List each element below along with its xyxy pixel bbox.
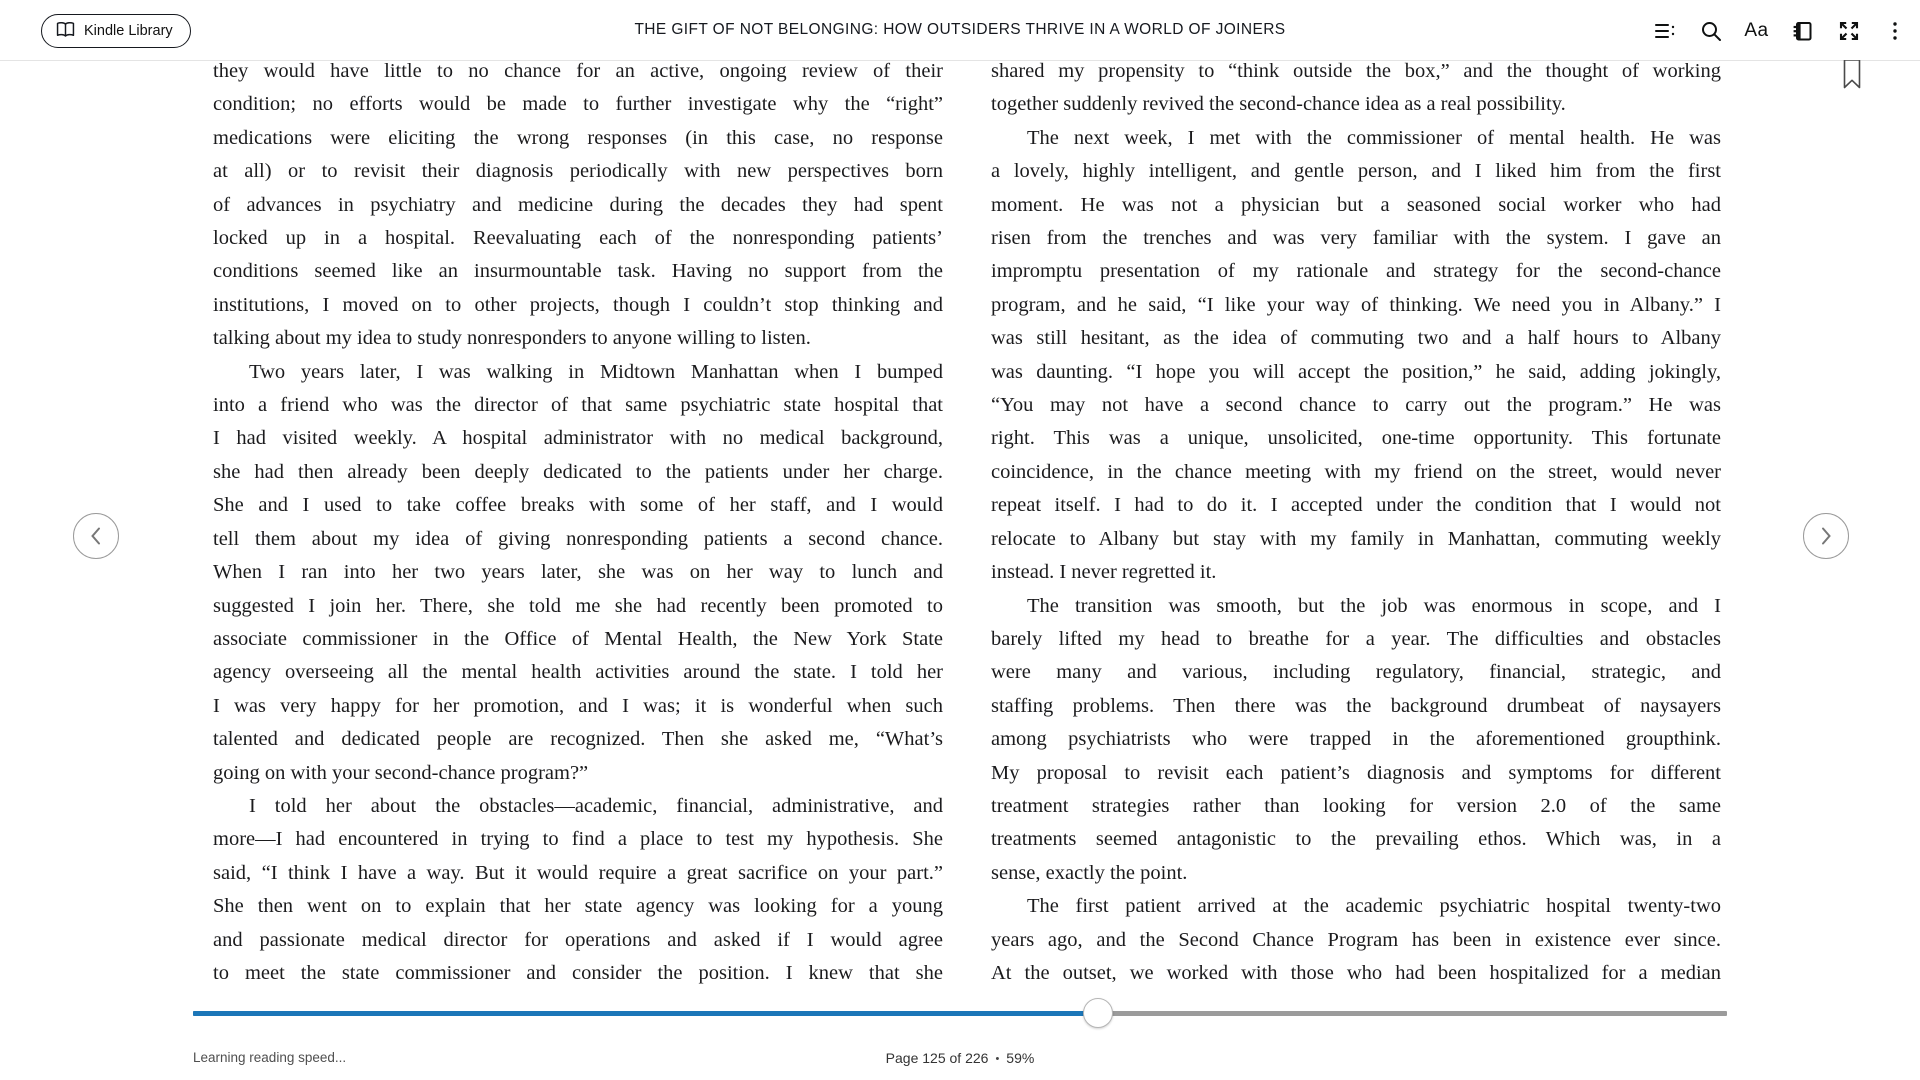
notebook-icon[interactable] xyxy=(1790,18,1815,43)
book-line: I had visited weekly. A hospital administrator with no medical background, xyxy=(213,427,943,450)
book-line: treatment strategies rather than looking for version 2.0 of the same xyxy=(991,794,1721,817)
book-line: shared my propensity to “think outside the box,” and the thought of working xyxy=(991,60,1721,82)
book-line: risen from the trenches and was very familiar with the system. I gave an xyxy=(991,227,1721,250)
paragraph xyxy=(213,55,943,356)
text-column-right xyxy=(991,55,1721,990)
font-settings-label: Aa xyxy=(1744,19,1769,41)
book-line: they would have little to no chance for an active, ongoing review of their xyxy=(213,60,943,82)
book-line: locked up in a hospital. Reevaluating each of the nonresponding patients’ xyxy=(213,227,943,250)
book-line: institutions, I moved on to other projects, though I couldn’t stop thinking and xyxy=(213,293,943,316)
fullscreen-icon[interactable] xyxy=(1836,18,1861,43)
kindle-library-label: Kindle Library xyxy=(84,23,173,39)
book-line: right. This was a unique, unsolicited, one-time opportunity. This fortunate xyxy=(991,427,1721,450)
book-line: She and I used to take coffee breaks with some of her staff, and I would xyxy=(213,494,943,517)
separator-dot: • xyxy=(995,1053,1000,1065)
book-line: talking about my idea to study nonresponders to anyone willing to listen. xyxy=(213,327,811,350)
paragraph xyxy=(991,590,1721,891)
book-line: was still hesitant, as the idea of commuting two and a half hours to Albany xyxy=(991,327,1721,350)
book-line: said, “I think I have a way. But it would require a great sacrifice on your part.” xyxy=(213,861,943,884)
book-line: condition; no efforts would be made to further investigate why the “right” xyxy=(213,93,943,116)
text-column-left xyxy=(213,55,943,990)
percent-label: 59% xyxy=(1006,1050,1035,1066)
progress-slider-track[interactable] xyxy=(193,1011,1727,1016)
font-settings-icon[interactable] xyxy=(1744,18,1769,43)
open-book-icon xyxy=(56,21,75,42)
search-icon[interactable] xyxy=(1698,18,1723,43)
top-toolbar xyxy=(0,0,1920,61)
bookmark-icon[interactable] xyxy=(1842,60,1862,95)
book-line: sense, exactly the point. xyxy=(991,861,1188,884)
book-title: THE GIFT OF NOT BELONGING: HOW OUTSIDERS THRIVE IN A WORLD OF JOINERS xyxy=(634,21,1286,38)
book-line: tell them about my idea of giving nonresponding patients a second chance. xyxy=(213,527,943,550)
toc-menu-icon[interactable] xyxy=(1652,18,1677,43)
book-line: repeat itself. I had to do it. I accepted under the condition that I would not xyxy=(991,494,1721,517)
book-line: among psychiatrists who were trapped in the aforementioned groupthink. xyxy=(991,728,1721,751)
book-line: She then went on to explain that her state agency was looking for a young xyxy=(213,895,943,918)
book-line: and passionate medical director for operations and asked if I would agree xyxy=(213,928,943,951)
paragraph xyxy=(991,55,1721,122)
learning-speed-label: Learning reading speed... xyxy=(193,1050,347,1065)
book-line: moment. He was not a physician but a seasoned social worker who had xyxy=(991,193,1721,216)
book-line: she had then already been deeply dedicated to the patients under her charge. xyxy=(213,460,943,483)
book-line: impromptu presentation of my rationale and strategy for the second-chance xyxy=(991,260,1721,283)
book-line: I told her about the obstacles—academic, financial, administrative, and xyxy=(249,794,943,817)
progress-slider-fill xyxy=(193,1011,1098,1016)
book-line: conditions seemed like an insurmountable task. Having no support from the xyxy=(213,260,943,283)
book-line: My proposal to revisit each patient’s diagnosis and symptoms for different xyxy=(991,761,1721,784)
book-line: to meet the state commissioner and consider the position. I knew that she xyxy=(213,961,943,984)
book-line: going on with your second-chance program?” xyxy=(213,761,589,784)
book-line: was daunting. “I hope you will accept the position,” he said, adding jokingly, xyxy=(991,360,1721,383)
chevron-right-icon xyxy=(1818,526,1834,546)
book-line: agency overseeing all the mental health activities around the state. I told her xyxy=(213,661,943,684)
book-line: program, and he said, “I like your way of thinking. We need you in Albany.” I xyxy=(991,293,1721,316)
book-line: more—I had encountered in trying to find a place to test my hypothesis. She xyxy=(213,828,943,851)
text-columns xyxy=(213,55,1721,990)
book-line: The transition was smooth, but the job was enormous in scope, and I xyxy=(1027,594,1721,617)
book-line: of advances in psychiatry and medicine during the decades they had spent xyxy=(213,193,943,216)
book-line: a lovely, highly intelligent, and gentle person, and I liked him from the first xyxy=(991,160,1721,183)
paragraph xyxy=(213,790,943,990)
book-line: years ago, and the Second Chance Program has been in existence ever since. xyxy=(991,928,1721,951)
book-line: treatments seemed antagonistic to the prevailing ethos. Which was, in a xyxy=(991,828,1721,851)
paragraph xyxy=(991,122,1721,590)
book-line: were many and various, including regulatory, financial, strategic, and xyxy=(991,661,1721,684)
book-line: relocate to Albany but stay with my family in Manhattan, commuting weekly xyxy=(991,527,1721,550)
book-line: The first patient arrived at the academic psychiatric hospital twenty-two xyxy=(1027,895,1721,918)
book-line: barely lifted my head to breathe for a year. The difficulties and obstacles xyxy=(991,627,1721,650)
book-line: together suddenly revived the second-chance idea as a real possibility. xyxy=(991,93,1566,116)
book-line: talented and dedicated people are recognized. Then she asked me, “What’s xyxy=(213,728,943,751)
book-line: staffing problems. Then there was the background drumbeat of naysayers xyxy=(991,694,1721,717)
paragraph xyxy=(213,356,943,790)
book-line: At the outset, we worked with those who had been hospitalized for a median xyxy=(991,961,1721,984)
page-number-label: Page 125 of 226 xyxy=(885,1050,989,1066)
book-line: at all) or to revisit their diagnosis periodically with new perspectives born xyxy=(213,160,943,183)
book-line: Two years later, I was walking in Midtown Manhattan when I bumped xyxy=(249,360,943,383)
book-line: associate commissioner in the Office of Mental Health, the New York State xyxy=(213,627,943,650)
book-line: into a friend who was the director of that same psychiatric state hospital that xyxy=(213,394,943,417)
progress-slider-handle[interactable] xyxy=(1083,998,1113,1028)
chevron-left-icon xyxy=(88,526,104,546)
toolbar-icon-group xyxy=(1652,0,1907,61)
book-line: “You may not have a second chance to carry out the program.” He was xyxy=(991,394,1721,417)
paragraph xyxy=(991,890,1721,990)
book-line: medications were eliciting the wrong responses (in this case, no response xyxy=(213,126,943,149)
book-line: When I ran into her two years later, she was on her way to lunch and xyxy=(213,561,943,584)
next-page-button[interactable] xyxy=(1803,513,1849,559)
kindle-library-button[interactable] xyxy=(41,14,191,48)
book-line: coincidence, in the chance meeting with my friend on the street, would never xyxy=(991,460,1721,483)
book-line: instead. I never regretted it. xyxy=(991,561,1217,584)
more-options-icon[interactable] xyxy=(1882,18,1907,43)
book-line: suggested I join her. There, she told me she had recently been promoted to xyxy=(213,594,943,617)
book-line: The next week, I met with the commissioner of mental health. He was xyxy=(1027,126,1721,149)
previous-page-button[interactable] xyxy=(73,513,119,559)
book-line: I was very happy for her promotion, and I was; it is wonderful when such xyxy=(213,694,943,717)
page-info xyxy=(0,1050,1920,1066)
